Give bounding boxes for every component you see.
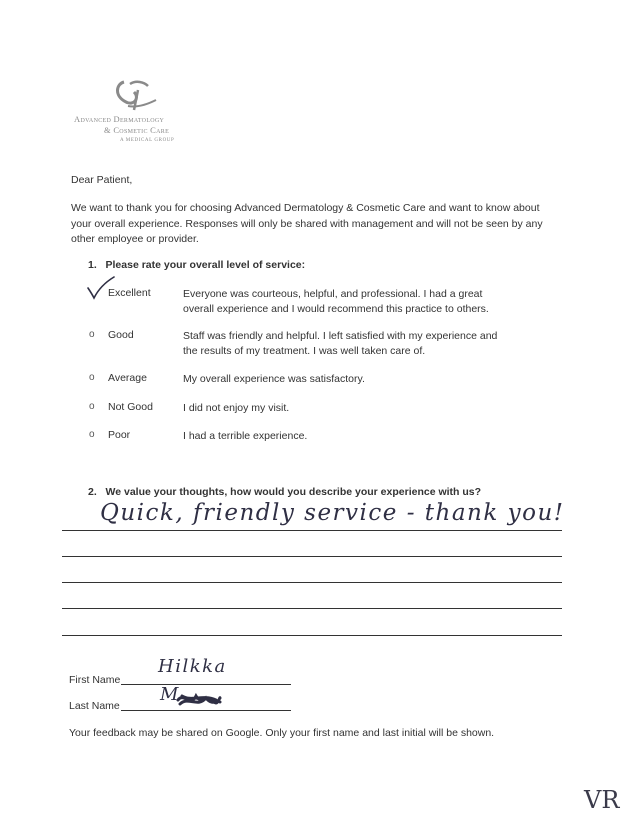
option-average-label: Average (108, 372, 147, 384)
footer-note: Your feedback may be shared on Google. Only your first name and last initial will be shown. (69, 727, 495, 739)
option-average-description: My overall experience was satisfactory. (183, 373, 365, 385)
first-name-label: First Name (69, 674, 121, 686)
logo-name-line1: Advanced Dermatology (74, 114, 165, 124)
practice-logo (74, 78, 194, 143)
option-good-description: Staff was friendly and helpful. I left satisfied with my experience and the results of my treatment. I was well taken care of. (183, 330, 498, 357)
option-poor-label: Poor (108, 429, 131, 441)
option-poor-radio[interactable]: o (89, 429, 95, 440)
last-name-label: Last Name (69, 700, 120, 712)
option-excellent-description: Everyone was courteous, helpful, and professional. I had a great overall experience and I would recommend this practice to others. (183, 288, 489, 315)
option-good-radio[interactable]: o (89, 329, 95, 340)
answer-line-5 (62, 635, 562, 636)
answer-line-2 (62, 556, 562, 557)
greeting: Dear Patient, (71, 174, 133, 186)
answer-line-1 (62, 530, 562, 531)
first-name-line (121, 684, 291, 685)
last-name-line (121, 710, 291, 711)
option-excellent-label: Excellent (108, 287, 151, 299)
option-average-radio[interactable]: o (89, 372, 95, 383)
option-not-good-label: Not Good (108, 401, 153, 413)
option-poor-description: I had a terrible experience. (183, 430, 308, 442)
handwritten-initials: VR (584, 786, 620, 814)
question-2-title: 2. We value your thoughts, how would you describe your experience with us? (88, 486, 482, 498)
logo-swoosh-icon (104, 78, 160, 112)
question-1-title: 1. Please rate your overall level of service: (88, 259, 306, 271)
option-not-good-description: I did not enjoy my visit. (183, 402, 290, 414)
logo-tagline: A MEDICAL GROUP (120, 138, 175, 143)
option-not-good-radio[interactable]: o (89, 401, 95, 412)
last-name-field[interactable]: M (160, 684, 179, 705)
first-name-field[interactable]: Hilkka (158, 656, 227, 677)
answer-line-4 (62, 608, 562, 609)
redaction-scribble (176, 690, 222, 710)
logo-name-line2: & Cosmetic Care (104, 125, 170, 135)
handwritten-answer[interactable]: Quick, friendly service - thank you! (100, 500, 565, 526)
intro-paragraph: We want to thank you for choosing Advanced Dermatology & Cosmetic Care and want to know about your overall experience. Responses will only be shared with management and will not be seen by any other employee or provider. (71, 202, 543, 245)
option-good-label: Good (108, 329, 134, 341)
answer-line-3 (62, 582, 562, 583)
